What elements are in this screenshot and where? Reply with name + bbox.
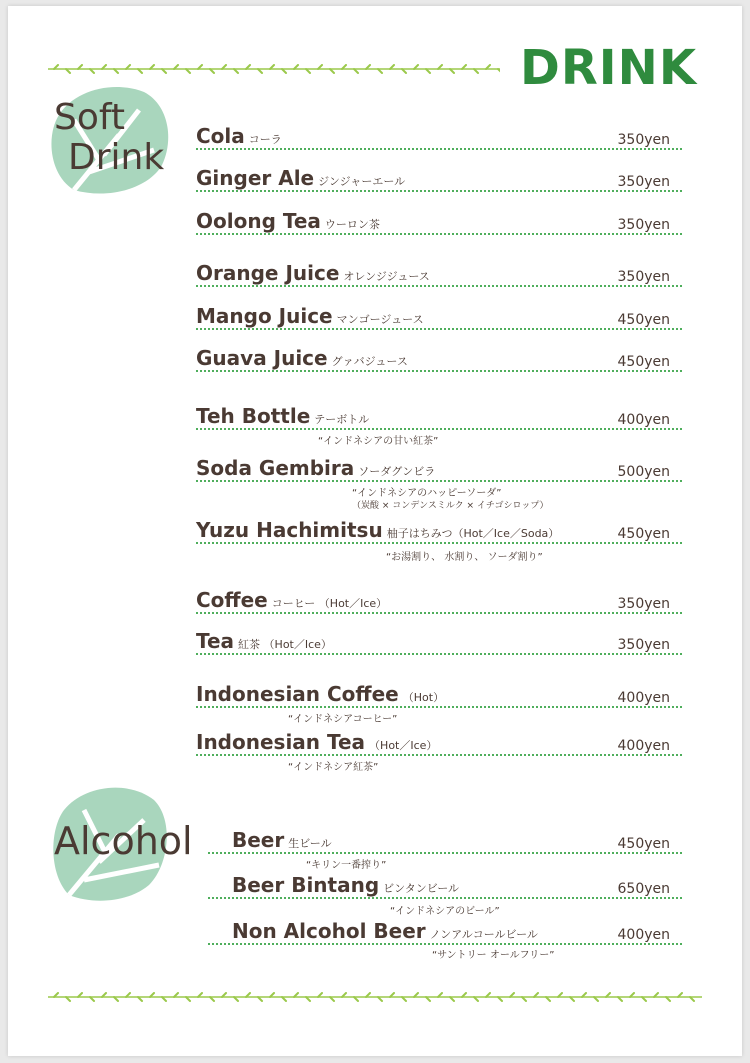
item-jp-name: ジンジャーエール — [318, 175, 406, 188]
item-note: “サントリー オールフリー” — [432, 950, 555, 961]
menu-item — [196, 166, 682, 192]
item-note: “インドネシア紅茶” — [288, 762, 379, 773]
item-jp-name: コーラ — [248, 133, 282, 146]
item-note: “インドネシアのハッピーソーダ” — [352, 488, 502, 499]
alcohol-label: Alcohol — [54, 819, 193, 863]
item-jp-name: （Hot／Ice） — [369, 739, 438, 752]
top-vine-divider — [48, 64, 500, 74]
item-price: 350yen — [617, 132, 670, 148]
soft-drink-label-line1: Soft — [54, 97, 126, 138]
menu-item — [196, 518, 682, 544]
menu-item — [196, 682, 682, 708]
item-name: Yuzu Hachimitsu — [196, 518, 383, 542]
item-name: Oolong Tea — [196, 209, 321, 233]
item-jp-name: テーボトル — [314, 413, 370, 426]
item-jp-name: グァバジュース — [331, 355, 408, 368]
item-price: 350yen — [617, 217, 670, 233]
item-name: Teh Bottle — [196, 404, 311, 428]
item-note: “キリン一番搾り” — [306, 860, 387, 871]
menu-item — [196, 404, 682, 430]
item-price: 350yen — [617, 596, 670, 612]
item-name: Mango Juice — [196, 304, 333, 328]
menu-item — [196, 124, 682, 150]
item-price: 450yen — [617, 526, 670, 542]
item-jp-name: 紅茶 （Hot／Ice） — [238, 638, 332, 651]
menu-item — [196, 304, 682, 330]
menu-item — [208, 873, 682, 899]
item-price: 350yen — [617, 174, 670, 190]
item-jp-name: 柚子はちみつ（Hot／Ice／Soda） — [386, 527, 560, 540]
item-jp-name: コーヒー （Hot／Ice） — [271, 597, 388, 610]
item-price: 500yen — [617, 464, 670, 480]
menu-item — [196, 730, 682, 756]
item-jp-name: 生ビール — [288, 837, 332, 850]
item-jp-name: ビンタンビール — [383, 882, 460, 895]
menu-item — [196, 261, 682, 287]
item-name: Indonesian Tea — [196, 730, 366, 754]
soft-drink-label-line2: Drink — [68, 137, 165, 178]
item-note: “インドネシアのビール” — [390, 906, 500, 917]
item-name: Cola — [196, 124, 245, 148]
page-title: DRINK — [520, 40, 698, 96]
item-name: Non Alcohol Beer — [232, 919, 426, 943]
item-jp-name: ノンアルコールビール — [429, 928, 538, 941]
item-price: 400yen — [617, 927, 670, 943]
item-note: “インドネシアの甘い紅茶” — [318, 436, 439, 447]
item-jp-name: ウーロン茶 — [324, 218, 380, 231]
item-price: 450yen — [617, 312, 670, 328]
menu-item — [208, 828, 682, 854]
item-price: 450yen — [617, 836, 670, 852]
item-name: Soda Gembira — [196, 456, 355, 480]
item-price: 350yen — [617, 269, 670, 285]
item-price: 400yen — [617, 412, 670, 428]
item-name: Ginger Ale — [196, 166, 315, 190]
item-jp-name: ソーダグンビラ — [358, 465, 436, 478]
item-note-detail: （炭酸 × コンデンスミルク × イチゴシロップ） — [352, 501, 549, 511]
item-price: 400yen — [617, 690, 670, 706]
item-name: Coffee — [196, 588, 268, 612]
menu-item — [208, 919, 682, 945]
item-jp-name: （Hot） — [402, 691, 445, 704]
item-price: 450yen — [617, 354, 670, 370]
menu-item — [196, 456, 682, 482]
bottom-vine-divider — [48, 992, 702, 1002]
menu-item — [196, 588, 682, 614]
item-name: Orange Juice — [196, 261, 340, 285]
item-note: “インドネシアコーヒー” — [288, 714, 398, 725]
item-note: “お湯割り、 水割り、 ソーダ割り” — [386, 552, 543, 563]
item-jp-name: オレンジジュース — [343, 270, 430, 283]
item-price: 400yen — [617, 738, 670, 754]
menu-item — [196, 346, 682, 372]
item-price: 650yen — [617, 881, 670, 897]
item-name: Beer Bintang — [232, 873, 380, 897]
item-name: Beer — [232, 828, 285, 852]
item-name: Guava Juice — [196, 346, 328, 370]
menu-item — [196, 629, 682, 655]
menu-item — [196, 209, 682, 235]
item-price: 350yen — [617, 637, 670, 653]
item-name: Tea — [196, 629, 235, 653]
item-jp-name: マンゴージュース — [336, 313, 424, 326]
item-name: Indonesian Coffee — [196, 682, 399, 706]
